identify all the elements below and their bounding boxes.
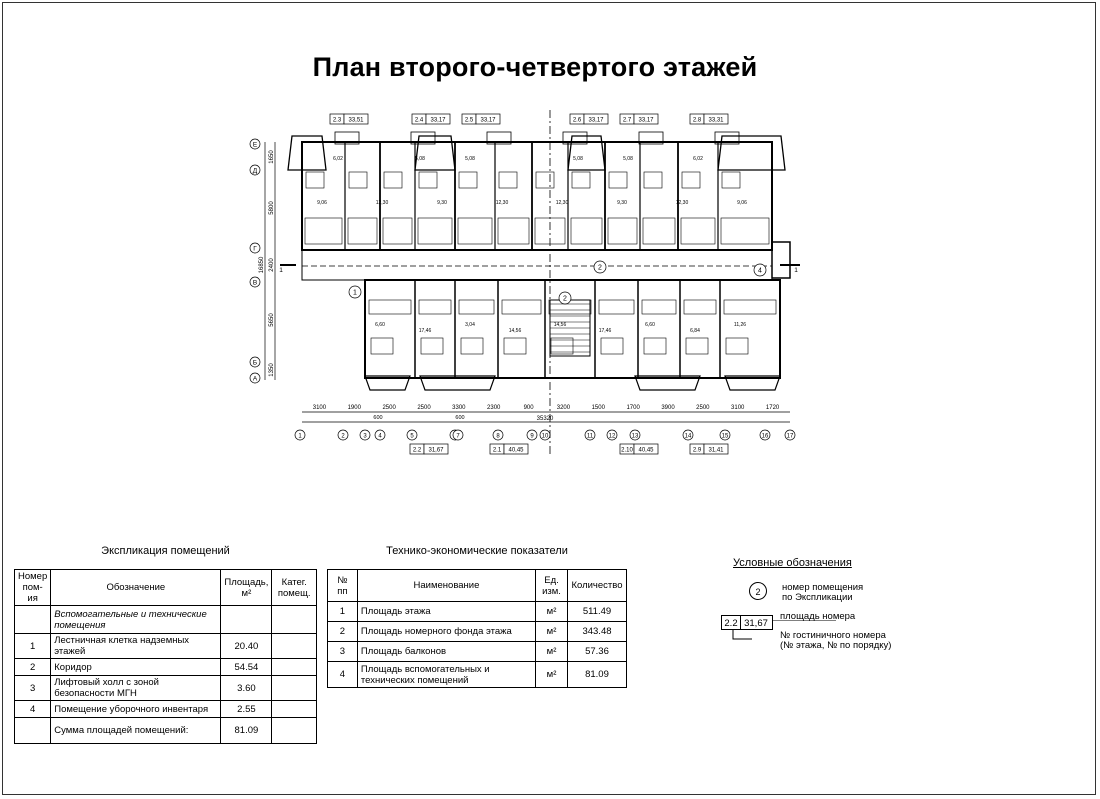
- bed: [572, 172, 590, 188]
- explication-area: 54.54: [221, 659, 272, 676]
- axis-letter-label: В: [252, 279, 258, 287]
- bathroom: [348, 218, 377, 244]
- bed: [686, 338, 708, 354]
- legend-area-label: площадь номера: [780, 611, 856, 622]
- explication-num: 1: [15, 634, 51, 659]
- page-title: План второго-четвертого этажей: [312, 52, 758, 82]
- explication-group-label: Вспомогательные и технические помещения: [51, 606, 221, 634]
- legend-title: Условные обозначения: [733, 557, 852, 569]
- axis-number-label: 9: [530, 433, 534, 440]
- vertical-dimension-label: 1350: [269, 363, 275, 377]
- table-row: [15, 718, 317, 744]
- bed: [419, 172, 437, 188]
- legend-room-no-2: (№ этажа, № по порядку): [780, 640, 892, 651]
- axis-letter-label: Е: [252, 141, 258, 149]
- vertical-dimension-label: 5650: [269, 313, 275, 327]
- room-marker-label: 2: [563, 295, 567, 303]
- bathroom: [721, 218, 769, 244]
- top-unit-tag-num: 2.7: [622, 117, 632, 124]
- top-unit-tag-area: 33,31: [708, 117, 724, 124]
- explication-area: 2.55: [221, 701, 272, 718]
- tep-num: 2: [328, 622, 358, 642]
- room-area-label: 12,30: [495, 200, 509, 206]
- legend-tag-num: 2.2: [721, 615, 741, 630]
- top-unit-tag-num: 2.8: [692, 117, 702, 124]
- tep-name: Площадь этажа: [357, 602, 535, 622]
- total-dimension-label: 35320: [536, 416, 554, 422]
- bed: [504, 338, 526, 354]
- vertical-dimension-label: 2400: [269, 258, 275, 272]
- tep-num: 3: [328, 642, 358, 662]
- bottom-dimension-label: 1700: [626, 405, 640, 411]
- bathroom: [369, 300, 411, 314]
- bathroom: [418, 218, 452, 244]
- explication-num: 4: [15, 701, 51, 718]
- explication-name: Помещение уборочного инвентаря: [51, 701, 221, 718]
- tep-qty: 57.36: [567, 642, 626, 662]
- tep-qty: 511.49: [567, 602, 626, 622]
- explication-cell: [272, 718, 317, 744]
- bathroom: [684, 300, 716, 314]
- axis-letter-label: Г: [253, 245, 257, 253]
- explication-sum-value: 81.09: [221, 718, 272, 744]
- tep-unit: м²: [536, 602, 568, 622]
- explication-cell: [15, 606, 51, 634]
- bottom-dimension-label: 3900: [661, 405, 675, 411]
- axis-number-label: 8: [496, 433, 500, 440]
- bed: [384, 172, 402, 188]
- table-row: [328, 622, 627, 642]
- room-area-label: 11,26: [733, 322, 747, 328]
- bed: [601, 338, 623, 354]
- floor-plan: [240, 100, 810, 470]
- room-area-label: 9,06: [317, 200, 327, 206]
- bathroom: [419, 300, 451, 314]
- axis-number-label: 10: [541, 433, 549, 440]
- tep-header-num: № пп: [328, 570, 358, 602]
- tep-unit: м²: [536, 662, 568, 688]
- bathroom: [571, 218, 602, 244]
- bottom-dimension-label: 3100: [312, 405, 327, 411]
- axis-number-label: 13: [631, 433, 639, 440]
- bathroom: [305, 218, 342, 244]
- explication-area: 3.60: [221, 676, 272, 701]
- explication-cat: [272, 659, 317, 676]
- bed: [306, 172, 324, 188]
- lift-block: [772, 242, 790, 278]
- room-area-label: 9,06: [737, 200, 747, 206]
- axis-number-label: 4: [378, 433, 382, 440]
- explication-name: Коридор: [51, 659, 221, 676]
- tep-num: 4: [328, 662, 358, 688]
- room-area-label: 12,30: [555, 200, 569, 206]
- room-area-label: 6,02: [333, 156, 343, 162]
- axis-number-label: 11: [586, 433, 594, 440]
- explication-cat: [272, 701, 317, 718]
- explication-caption: Экспликация помещений: [101, 545, 230, 557]
- axis-number-label: 12: [608, 433, 616, 440]
- table-row: [328, 662, 627, 688]
- room-area-label: 12,30: [375, 200, 389, 206]
- bottom-dimension-label: 2500: [417, 405, 431, 411]
- axis-number-label: 2: [341, 433, 345, 440]
- room-area-label: 9,30: [617, 200, 627, 206]
- top-unit-tag-area: 33,51: [348, 117, 364, 124]
- bed: [421, 338, 443, 354]
- bathroom: [458, 218, 492, 244]
- explication-header-num: Номер пом-ия: [15, 570, 51, 606]
- table-row: [15, 634, 317, 659]
- room-area-label: 17,46: [418, 328, 432, 334]
- bottom-dimension-label: 3300: [452, 405, 466, 411]
- small-dimension-label: 600: [373, 415, 383, 421]
- axis-letter-label: Д: [252, 167, 258, 175]
- bottom-dimension-label: 1720: [765, 405, 780, 411]
- room-area-label: 5,08: [415, 156, 425, 162]
- bathroom: [459, 300, 494, 314]
- axis-number-label: 17: [786, 433, 794, 440]
- bed: [644, 172, 662, 188]
- bottom-unit-tag-num: 2.9: [692, 447, 702, 454]
- explication-cat: [272, 676, 317, 701]
- room-area-label: 5,08: [573, 156, 583, 162]
- explication-name: Лифтовый холл с зоной безопасности МГН: [51, 676, 221, 701]
- top-unit-tag-area: 33,17: [588, 117, 604, 124]
- bottom-dimension-label: 2500: [382, 405, 396, 411]
- room-number-circle-icon: 2: [749, 582, 767, 600]
- explication-cat: [272, 634, 317, 659]
- bed: [726, 338, 748, 354]
- table-row: [328, 642, 627, 662]
- room-area-label: 6,84: [690, 328, 700, 334]
- vertical-dimension-label: 1650: [269, 150, 275, 164]
- axis-number-label: 1: [298, 433, 302, 440]
- tep-name: Площадь вспомогательных и технических помещений: [357, 662, 535, 688]
- room-area-label: 17,46: [598, 328, 612, 334]
- explication-num: 3: [15, 676, 51, 701]
- bottom-unit-tag-num: 2.1: [492, 447, 502, 454]
- bottom-unit-tag-area: 31,67: [428, 447, 444, 454]
- room-area-label: 6,60: [645, 322, 655, 328]
- tep-name: Площадь номерного фонда этажа: [357, 622, 535, 642]
- bathroom: [724, 300, 776, 314]
- legend-tag-area: 31,67: [740, 615, 773, 630]
- vertical-dimension-label: 16850: [259, 256, 265, 274]
- room-area-label: 6,02: [693, 156, 703, 162]
- room-area-label: 5,08: [623, 156, 633, 162]
- bottom-unit-tag-num: 2.2: [412, 447, 422, 454]
- section-cut-label: 1: [794, 267, 798, 274]
- bottom-dimension-label: 3100: [731, 405, 745, 411]
- explication-header-cat: Катег. помещ.: [272, 570, 317, 606]
- tep-unit: м²: [536, 622, 568, 642]
- room-area-label: 14,56: [553, 322, 567, 328]
- tep-qty: 81.09: [567, 662, 626, 688]
- tep-unit: м²: [536, 642, 568, 662]
- axis-number-label: 3: [363, 433, 367, 440]
- explication-area: 20.40: [221, 634, 272, 659]
- explication-name: Лестничная клетка надземных этажей: [51, 634, 221, 659]
- top-unit-tag-num: 2.4: [414, 117, 424, 124]
- bed: [682, 172, 700, 188]
- bed: [499, 172, 517, 188]
- bottom-dimension-label: 900: [523, 405, 534, 411]
- bottom-unit-tag-area: 40,45: [638, 447, 654, 454]
- tep-header-qty: Количество: [567, 570, 626, 602]
- table-row: [15, 676, 317, 701]
- bottom-dimension-label: 2300: [487, 405, 501, 411]
- axis-letter-label: А: [252, 375, 258, 383]
- axis-number-label: 7: [456, 433, 460, 440]
- bed: [644, 338, 666, 354]
- tep-header-name: Наименование: [357, 570, 535, 602]
- bed: [722, 172, 740, 188]
- top-unit-tag-area: 33,17: [638, 117, 654, 124]
- tep-qty: 343.48: [567, 622, 626, 642]
- bathroom: [643, 218, 675, 244]
- bathroom: [608, 218, 637, 244]
- axis-number-label: 16: [761, 433, 769, 440]
- corridor: [302, 250, 772, 280]
- bottom-dimension-label: 2500: [696, 405, 710, 411]
- bed: [349, 172, 367, 188]
- tep-num: 1: [328, 602, 358, 622]
- table-row: [15, 701, 317, 718]
- room-area-label: 12,30: [675, 200, 689, 206]
- bathroom: [599, 300, 634, 314]
- bathroom: [498, 218, 529, 244]
- legend-room-no-1: № гостиничного номера: [780, 630, 886, 641]
- explication-cell: [272, 606, 317, 634]
- bed: [609, 172, 627, 188]
- bottom-dimension-label: 1500: [591, 405, 605, 411]
- legend-circle-text-1: номер помещения: [782, 582, 864, 593]
- tep-caption: Технико-экономические показатели: [386, 545, 568, 557]
- bathroom: [681, 218, 715, 244]
- explication-num: 2: [15, 659, 51, 676]
- axis-letter-label: Б: [252, 359, 258, 367]
- bathroom: [383, 218, 412, 244]
- top-unit-tag-num: 2.5: [464, 117, 474, 124]
- room-marker-label: 4: [758, 267, 762, 275]
- axis-number-label: 15: [721, 433, 729, 440]
- section-cut-label: 1: [279, 267, 283, 274]
- legend-circle-text-2: по Экспликации: [782, 592, 853, 603]
- explication-header-area: Площадь, м²: [221, 570, 272, 606]
- bed: [459, 172, 477, 188]
- bed: [371, 338, 393, 354]
- tep-header-unit: Ед. изм.: [536, 570, 568, 602]
- explication-sum-label: Сумма площадей помещений:: [51, 718, 221, 744]
- axis-number-label: 5: [410, 433, 414, 440]
- axis-number-label: 14: [684, 433, 692, 440]
- room-area-label: 14,56: [508, 328, 522, 334]
- top-unit-tag-num: 2.3: [332, 117, 342, 124]
- bathroom: [642, 300, 676, 314]
- table-row: [328, 602, 627, 622]
- top-unit-tag-area: 33,17: [430, 117, 446, 124]
- tep-name: Площадь балконов: [357, 642, 535, 662]
- room-area-label: 6,60: [375, 322, 385, 328]
- bed: [536, 172, 554, 188]
- explication-header-name: Обозначение: [51, 570, 221, 606]
- vertical-dimension-label: 5800: [269, 201, 275, 215]
- bathroom: [549, 300, 591, 314]
- bottom-unit-tag-area: 31,41: [708, 447, 724, 454]
- bottom-unit-tag-num: 2.10: [621, 447, 633, 454]
- bathroom: [502, 300, 541, 314]
- top-unit-tag-num: 2.6: [572, 117, 582, 124]
- room-marker-label: 1: [353, 289, 357, 297]
- table-row: [15, 659, 317, 676]
- bottom-dimension-label: 1900: [347, 405, 361, 411]
- explication-cell: [15, 718, 51, 744]
- explication-table: [14, 569, 317, 744]
- section-mark-label: 2: [598, 264, 602, 272]
- top-unit-tag-area: 33,17: [480, 117, 496, 124]
- bottom-dimension-label: 3200: [556, 405, 571, 411]
- room-area-label: 3,04: [465, 322, 475, 328]
- explication-cell: [221, 606, 272, 634]
- bottom-unit-tag-area: 40,45: [508, 447, 524, 454]
- room-area-label: 5,08: [465, 156, 475, 162]
- tep-table: [327, 569, 627, 688]
- room-area-label: 9,30: [437, 200, 447, 206]
- small-dimension-label: 600: [455, 415, 465, 421]
- bed: [461, 338, 483, 354]
